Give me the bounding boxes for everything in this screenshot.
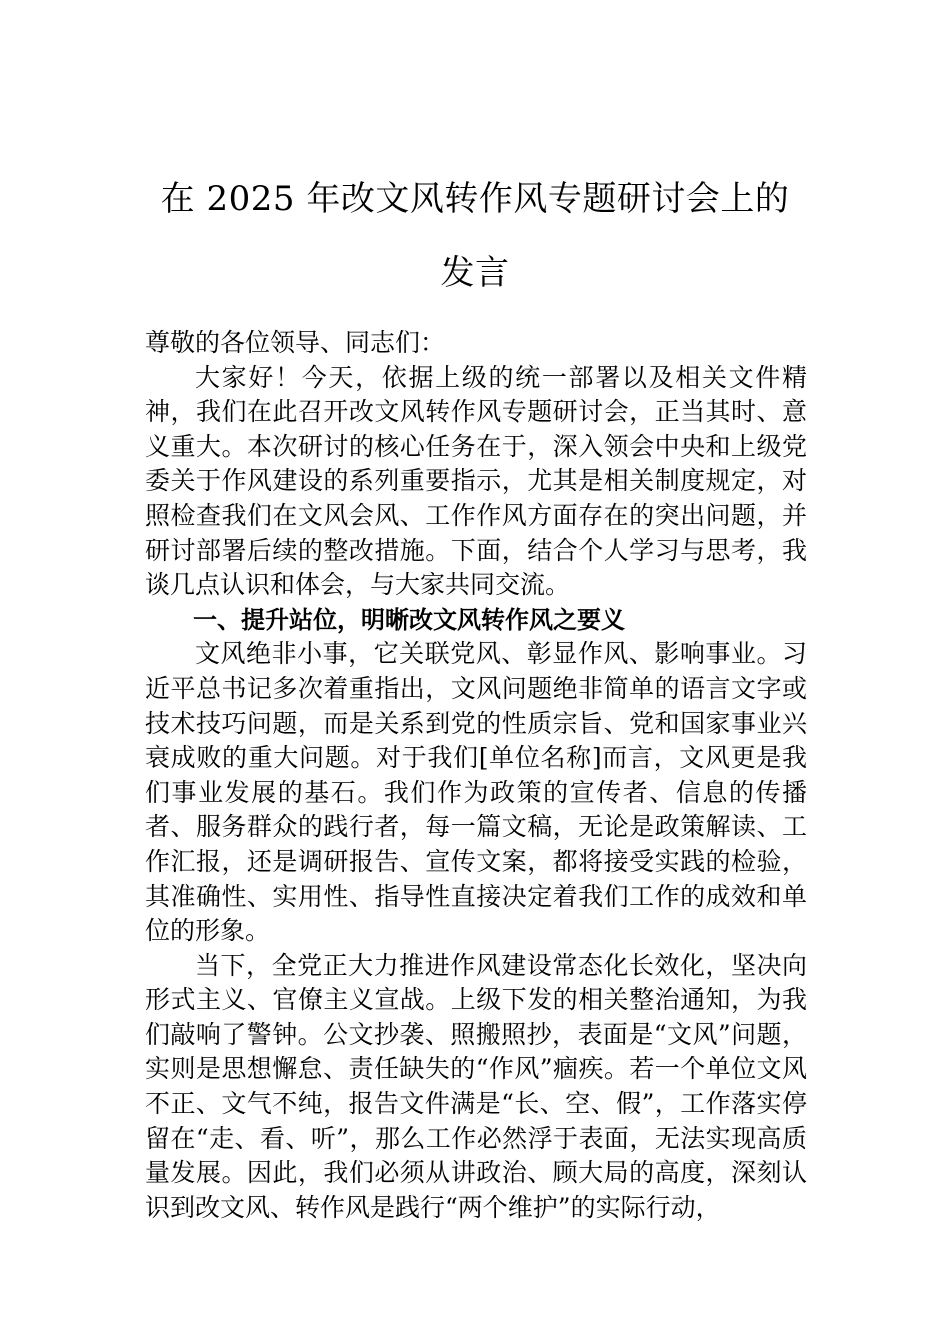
document-body [145, 326, 807, 1225]
section-paragraph-1: 文风绝非小事，它关联党风、彰显作风、影响事业。习近平总书记多次着重指出，文风问题绝非简单的语言文字或技术技巧问题，而是关系到党的性质宗旨、党和国家事业兴衰成败的重大问题。对于我们[单位名称]而言，文风更是我们事业发展的基石。我们作为政策的宣传者、信息的传播者、服务群众的践行者，每一篇文稿，无论是政策解读、工作汇报，还是调研报告、宣传文案，都将接受实践的检验，其准确性、实用性、指导性直接决定着我们工作的成效和单位的形象。 [145, 639, 807, 946]
salutation: 尊敬的各位领导、同志们： [145, 328, 446, 357]
section-heading: 一、提升站位，明晰改文风转作风之要义 [193, 605, 625, 634]
section-paragraph-2: 当下，全党正大力推进作风建设常态化长效化，坚决向形式主义、官僚主义宣战。上级下发的相关整治通知，为我们敲响了警钟。公文抄袭、照搬照抄，表面是“文风”问题，实则是思想懈怠、责任缺失的“作风”痼疾。若一个单位文风不正、文气不纯，报告文件满是“长、空、假”，工作落实停留在“走、看、听”，那么工作必然浮于表面，无法实现高质量发展。因此，我们必须从讲政治、顾大局的高度，深刻认识到改文风、转作风是践行“两个维护”的实际行动， [145, 950, 807, 1222]
opening-paragraph: 大家好！今天，依据上级的统一部署以及相关文件精神，我们在此召开改文风转作风专题研讨会，正当其时、意义重大。本次研讨的核心任务在于，深入领会中央和上级党委关于作风建设的系列重要指示，尤其是相关制度规定，对照检查我们在文风会风、工作作风方面存在的突出问题，并研讨部署后续的整改措施。下面，结合个人学习与思考，我谈几点认识和体会，与大家共同交流。 [145, 362, 807, 600]
document-title: 在 2025 年改文风转作风专题研讨会上的发言 [160, 179, 790, 293]
